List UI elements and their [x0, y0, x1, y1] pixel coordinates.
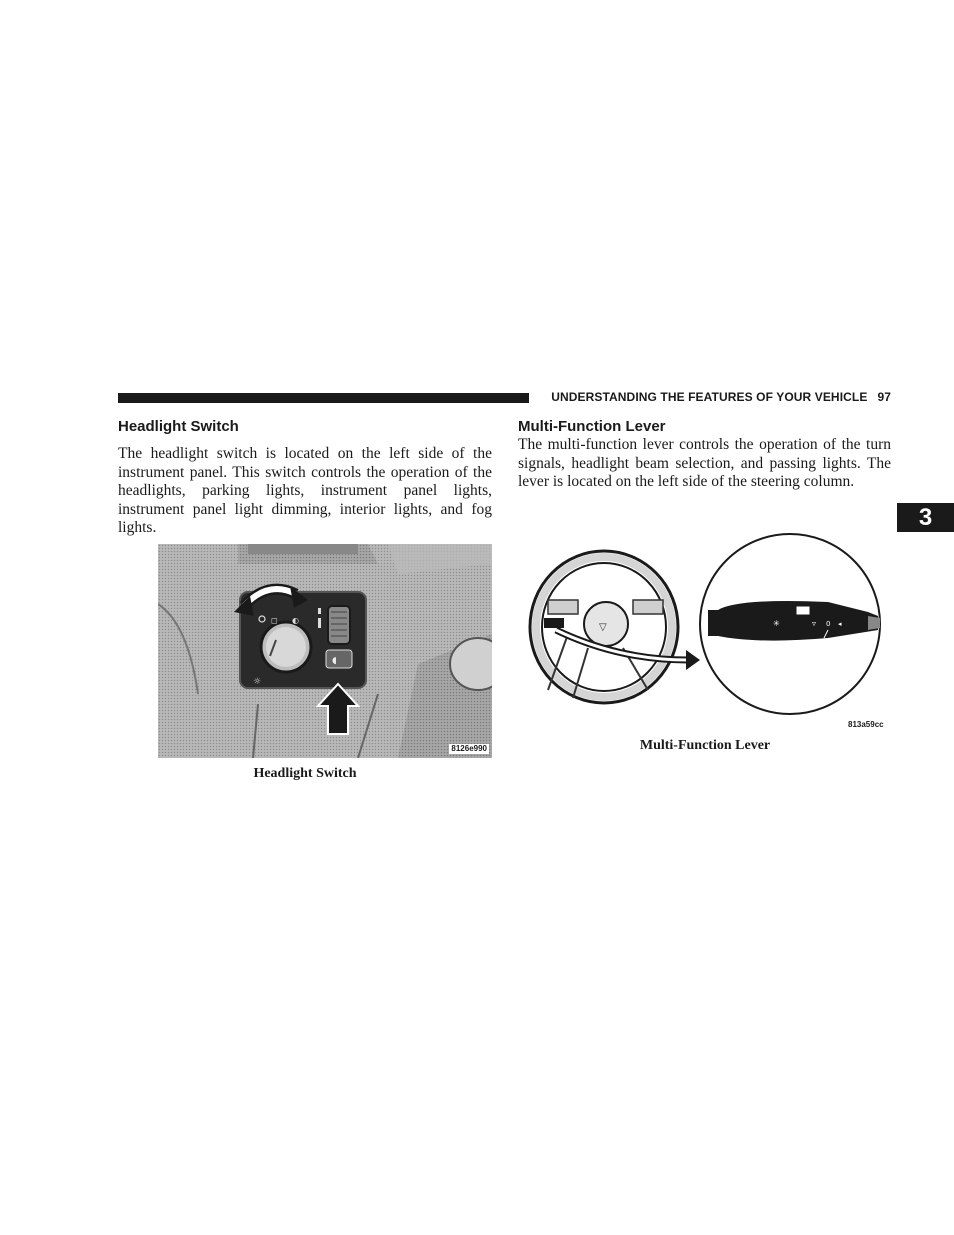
header-rule	[118, 393, 529, 403]
right-column	[518, 417, 891, 492]
multi-function-lever-caption: Multi-Function Lever	[639, 738, 771, 753]
svg-text:▽: ▽	[599, 622, 607, 633]
figure-code: 813a59cc	[848, 720, 884, 729]
svg-text:0: 0	[826, 620, 831, 628]
running-header	[538, 390, 891, 404]
headlight-switch-caption: Headlight Switch	[253, 766, 357, 781]
chapter-tab[interactable]: 3	[897, 503, 954, 532]
section-title: UNDERSTANDING THE FEATURES OF YOUR VEHICLE	[551, 390, 868, 404]
section-heading-multi-function-lever: Multi-Function Lever	[518, 418, 666, 435]
section-heading-headlight-switch: Headlight Switch	[118, 418, 239, 435]
multi-function-lever-figure	[528, 530, 892, 734]
svg-text:◂: ◂	[838, 620, 842, 628]
figure-code: 8126e990	[451, 744, 487, 753]
svg-text:✳: ✳	[773, 619, 780, 628]
left-column	[118, 417, 492, 538]
headlight-switch-illustration	[158, 544, 492, 758]
svg-text:▿: ▿	[812, 619, 817, 628]
multi-function-lever-paragraph: The multi-function lever controls the operation of the turn signals, headlight beam selection, and passing lights. The lever is located on the left side of the steering column.	[518, 436, 891, 491]
svg-text:☼: ☼	[253, 677, 262, 687]
svg-text:◐: ◐	[292, 616, 299, 625]
page-number: 97	[877, 390, 891, 404]
multi-function-lever-illustration	[528, 530, 892, 734]
headlight-switch-paragraph: The headlight switch is located on the left side of the instrument panel. This switch controls the operation of the headlights, parking lights, instrument panel lights, instrument panel light dimming, interior lights, and fog lights.	[118, 445, 492, 537]
svg-text:◻: ◻	[271, 616, 278, 625]
svg-text:◖: ◖	[332, 656, 337, 666]
headlight-switch-figure	[158, 544, 492, 758]
